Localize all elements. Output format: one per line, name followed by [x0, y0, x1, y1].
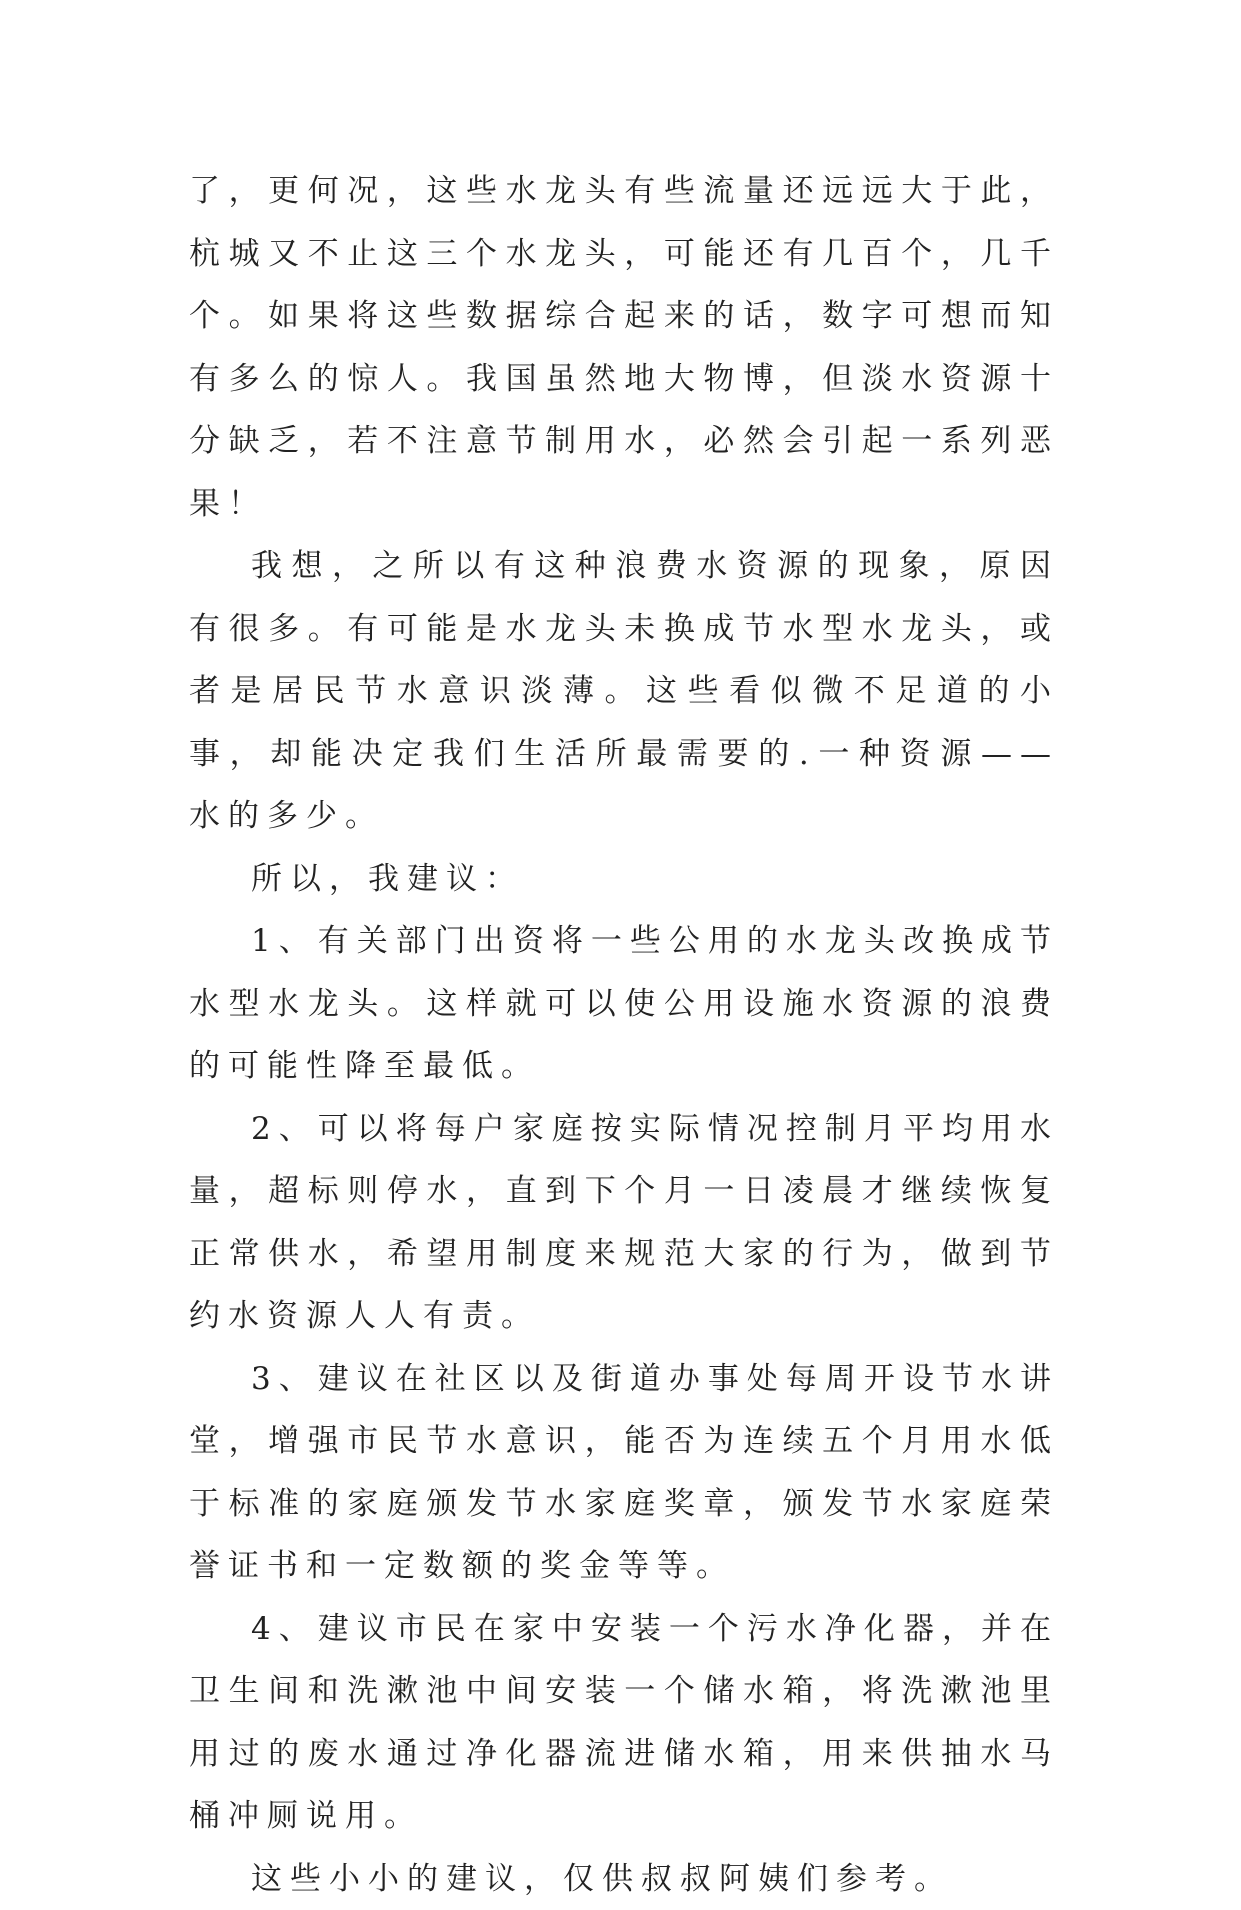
paragraph-suggestion-4: 4、建议市民在家中安装一个污水净化器，并在卫生间和洗漱池中间安装一个储水箱，将洗漱池里用过的废水通过净化器流进储水箱，用来供抽水马桶冲厕说用。 [189, 1598, 1059, 1848]
paragraph-continuation: 了，更何况，这些水龙头有些流量还远远大于此，杭城又不止这三个水龙头，可能还有几百个，几千个。如果将这些数据综合起来的话，数字可想而知有多么的惊人。我国虽然地大物博，但淡水资源十分缺乏，若不注意节制用水，必然会引起一系列恶果！ [189, 160, 1059, 535]
paragraph-reasons: 我想，之所以有这种浪费水资源的现象，原因有很多。有可能是水龙头未换成节水型水龙头，或者是居民节水意识淡薄。这些看似微不足道的小事，却能决定我们生活所最需要的.一种资源——水的多少。 [189, 535, 1059, 848]
paragraph-suggestion-2: 2、可以将每户家庭按实际情况控制月平均用水量，超标则停水，直到下个月一日凌晨才继续恢复正常供水，希望用制度来规范大家的行为，做到节约水资源人人有责。 [189, 1098, 1059, 1348]
paragraph-suggestion-intro: 所以，我建议： [189, 848, 1059, 911]
paragraph-suggestion-3: 3、建议在社区以及街道办事处每周开设节水讲堂，增强市民节水意识，能否为连续五个月用水低于标准的家庭颁发节水家庭奖章，颁发节水家庭荣誉证书和一定数额的奖金等等。 [189, 1348, 1059, 1598]
document-body [189, 160, 1059, 1910]
paragraph-suggestion-1: 1、有关部门出资将一些公用的水龙头改换成节水型水龙头。这样就可以使公用设施水资源的浪费的可能性降至最低。 [189, 910, 1059, 1098]
paragraph-closing: 这些小小的建议，仅供叔叔阿姨们参考。 [189, 1848, 1059, 1910]
